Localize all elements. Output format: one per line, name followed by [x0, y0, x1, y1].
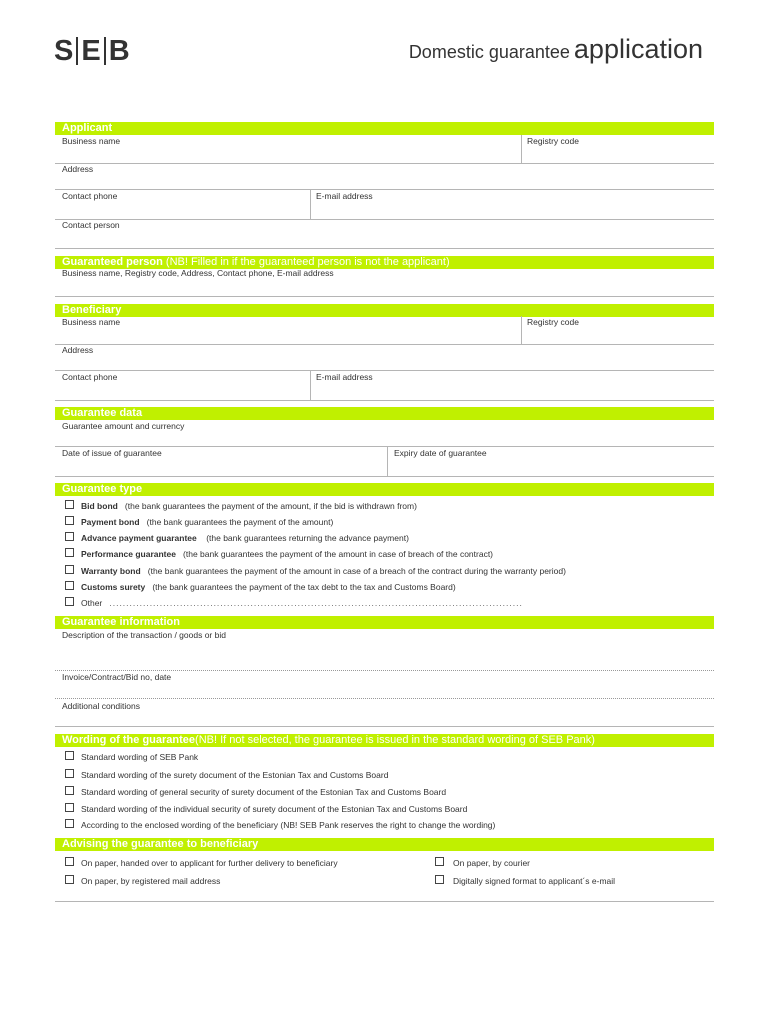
applicant-heading: Applicant	[62, 122, 113, 134]
advising-section-header	[55, 838, 714, 851]
warranty-bond-checkbox[interactable]	[65, 565, 74, 574]
logo-letter-e: E	[81, 35, 101, 67]
applicant-address-label: Address	[62, 164, 94, 174]
other-option	[81, 598, 523, 608]
beneficiary-registry-code-label: Registry code	[527, 317, 579, 327]
guaranteed-person-heading: Guaranteed person	[62, 256, 163, 268]
divider	[387, 446, 388, 476]
beneficiary-address-label: Address	[62, 345, 94, 355]
wording-general-security-checkbox[interactable]	[65, 786, 74, 795]
wording-option: Standard wording of the surety document of the Estonian Tax and Customs Board	[81, 770, 389, 780]
wording-seb-checkbox[interactable]	[65, 751, 74, 760]
wording-beneficiary-checkbox[interactable]	[65, 819, 74, 828]
divider	[310, 370, 311, 400]
advising-option: On paper, by registered mail address	[81, 876, 221, 886]
applicant-contact-phone-label: Contact phone	[62, 191, 118, 201]
advising-registered-mail-checkbox[interactable]	[65, 875, 74, 884]
expiry-date-label: Expiry date of guarantee	[394, 448, 487, 458]
beneficiary-contact-phone-label: Contact phone	[62, 372, 118, 382]
wording-individual-security-checkbox[interactable]	[65, 803, 74, 812]
rule	[55, 446, 714, 447]
option-name: Payment bond	[81, 517, 140, 527]
guarantee-information-heading: Guarantee information	[62, 616, 180, 628]
other-label: Other	[81, 598, 103, 608]
guaranteed-person-note: (NB! Filled in if the guaranteed person is not the applicant)	[162, 256, 450, 268]
advance-payment-checkbox[interactable]	[65, 532, 74, 541]
logo-divider	[76, 37, 78, 65]
customs-surety-checkbox[interactable]	[65, 581, 74, 590]
beneficiary-section-header	[55, 304, 714, 317]
option-desc: (the bank guarantees the payment of the amount, if the bid is withdrawn from)	[124, 501, 417, 511]
rule	[55, 189, 714, 190]
title-large: application	[573, 34, 703, 64]
additional-conditions-label: Additional conditions	[62, 701, 140, 711]
advising-option: On paper, by courier	[453, 858, 531, 868]
applicant-contact-person-label: Contact person	[62, 220, 120, 230]
divider	[310, 189, 311, 219]
payment-bond-checkbox[interactable]	[65, 516, 74, 525]
guarantee-amount-currency-label: Guarantee amount and currency	[62, 421, 185, 431]
advising-option: On paper, handed over to applicant for further delivery to beneficiary	[81, 858, 338, 868]
rule	[55, 901, 714, 902]
advance-payment-option	[81, 533, 409, 543]
beneficiary-business-name-label: Business name	[62, 317, 121, 327]
beneficiary-heading: Beneficiary	[62, 304, 122, 316]
divider	[521, 316, 522, 344]
wording-note: (NB! If not selected, the guarantee is issued in the standard wording of SEB Pank)	[195, 734, 595, 746]
applicant-section-header	[55, 122, 714, 135]
guarantee-data-heading: Guarantee data	[62, 407, 143, 419]
invoice-contract-label: Invoice/Contract/Bid no, date	[62, 672, 172, 682]
advising-courier-checkbox[interactable]	[435, 857, 444, 866]
wording-option: According to the enclosed wording of the beneficiary (NB! SEB Pank reserves the right to change the wording)	[81, 820, 496, 830]
warranty-bond-option	[81, 566, 566, 576]
wording-option: Standard wording of general security of surety document of the Estonian Tax and Customs Board	[81, 787, 447, 797]
wording-option: Standard wording of SEB Pank	[81, 752, 199, 762]
rule	[55, 400, 714, 401]
rule	[55, 344, 714, 345]
bid-bond-option	[81, 501, 417, 511]
applicant-business-name-label: Business name	[62, 136, 121, 146]
guarantee-type-heading: Guarantee type	[62, 483, 143, 495]
payment-bond-option	[81, 517, 333, 527]
other-checkbox[interactable]	[65, 597, 74, 606]
transaction-description-label: Description of the transaction / goods or bid	[62, 630, 226, 640]
option-name: Warranty bond	[81, 566, 141, 576]
rule	[55, 296, 714, 297]
wording-option: Standard wording of the individual security of surety document of the Estonian Tax and Customs Board	[81, 804, 468, 814]
page-title	[409, 34, 703, 65]
option-name: Customs surety	[81, 582, 146, 592]
logo-letter-b: B	[108, 35, 130, 67]
applicant-registry-code-label: Registry code	[527, 136, 579, 146]
option-name: Performance guarantee	[81, 549, 176, 559]
option-desc: (the bank guarantees the payment of the amount in case of breach of the contract)	[183, 549, 494, 559]
beneficiary-email-label: E-mail address	[316, 372, 373, 382]
guarantee-data-section-header	[55, 407, 714, 420]
seb-logo	[54, 36, 130, 66]
performance-guarantee-option	[81, 549, 493, 559]
rule	[55, 670, 714, 671]
rule	[55, 248, 714, 249]
advising-email-checkbox[interactable]	[435, 875, 444, 884]
bid-bond-checkbox[interactable]	[65, 500, 74, 509]
date-of-issue-label: Date of issue of guarantee	[62, 448, 162, 458]
performance-guarantee-checkbox[interactable]	[65, 548, 74, 557]
divider	[521, 135, 522, 163]
option-desc: (the bank guarantees the payment of the amount in case of a breach of the contract during the warranty period)	[147, 566, 566, 576]
customs-surety-option	[81, 582, 456, 592]
rule	[55, 370, 714, 371]
logo-letter-s: S	[54, 35, 74, 67]
option-desc: (the bank guarantees the payment of the tax debt to the tax and Customs Board)	[152, 582, 456, 592]
guaranteed-person-fields-label: Business name, Registry code, Address, Contact phone, E-mail address	[62, 268, 334, 278]
rule	[55, 698, 714, 699]
applicant-email-label: E-mail address	[316, 191, 373, 201]
advising-option: Digitally signed format to applicant´s e-mail	[453, 876, 616, 886]
option-name: Advance payment guarantee	[81, 533, 197, 543]
wording-tax-surety-checkbox[interactable]	[65, 769, 74, 778]
advising-paper-applicant-checkbox[interactable]	[65, 857, 74, 866]
wording-heading: Wording of the guarantee	[62, 734, 196, 746]
advising-heading: Advising the guarantee to beneficiary	[62, 838, 259, 850]
option-desc: (the bank guarantees the payment of the amount)	[146, 517, 334, 527]
rule	[55, 219, 714, 220]
guarantee-type-section-header	[55, 483, 714, 496]
logo-divider	[104, 37, 106, 65]
rule	[55, 476, 714, 477]
option-name: Bid bond	[81, 501, 118, 511]
title-small: Domestic guarantee	[408, 42, 570, 62]
guarantee-information-section-header	[55, 616, 714, 629]
other-fill-line[interactable]: ...........................................................................................................................	[109, 598, 523, 608]
wording-section-header	[55, 734, 714, 747]
option-desc: (the bank guarantees returning the advance payment)	[206, 533, 409, 543]
rule	[55, 163, 714, 164]
rule	[55, 726, 714, 727]
